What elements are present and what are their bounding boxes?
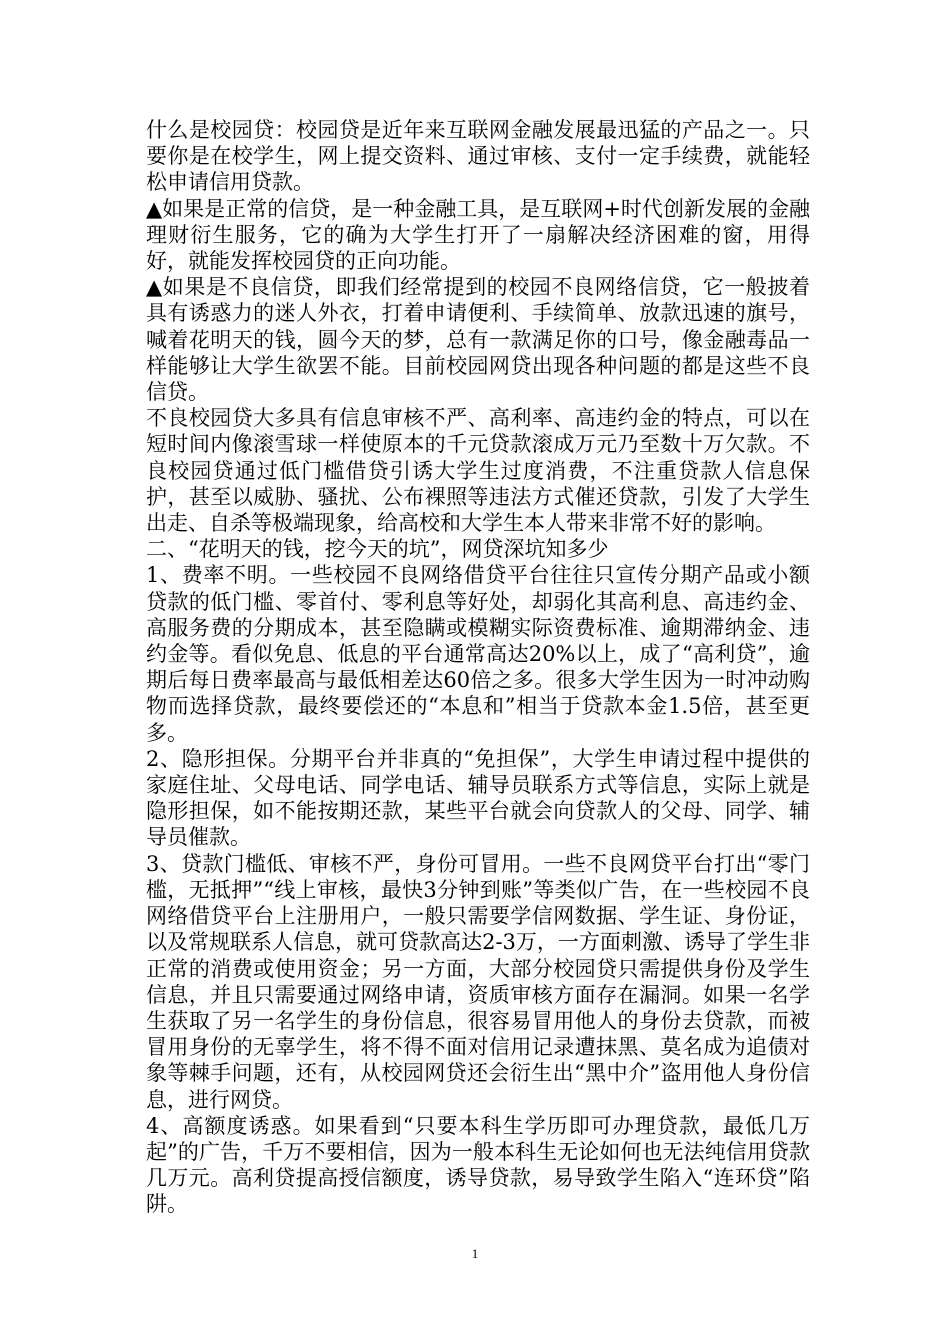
page-number: 1 <box>471 1246 479 1261</box>
document-body <box>146 117 810 1218</box>
paragraph-bad-credit: ▲如果是不良信贷，即我们经常提到的校园不良网络信贷，它一般披着具有诱惑力的迷人外衣，打着申请便利、手续简单、放款迅速的旗号，喊着花明天的钱，圆今天的梦，总有一款满足你的口号，像金融毒品一样能够让大学生欲罢不能。目前校园网贷出现各种问题的都是这些不良信贷。 <box>146 275 810 405</box>
paragraph-point-2: 2、隐形担保。分期平台并非真的“免担保”，大学生申请过程中提供的家庭住址、父母电话、同学电话、辅导员联系方式等信息，实际上就是隐形担保，如不能按期还款，某些平台就会向贷款人的父母、同学、辅导员催款。 <box>146 746 810 850</box>
section-heading: 二、“花明天的钱，挖今天的坑”，网贷深坑知多少 <box>146 537 609 562</box>
paragraph-point-3: 3、贷款门槛低、审核不严，身份可冒用。一些不良网贷平台打出“零门槛，无抵押”“线上审核，最快3分钟到账”等类似广告，在一些校园不良网络借贷平台上注册用户，一般只需要学信网数据、学生证、身份证，以及常规联系人信息，就可贷款高达2-3万，一方面刺激、诱导了学生非正常的消费或使用资金；另一方面，大部分校园贷只需提供身份及学生信息，并且只需要通过网络申请，资质审核方面存在漏洞。如果一名学生获取了另一名学生的身份信息，很容易冒用他人的身份去贷款，而被冒用身份的无辜学生，将不得不面对信用记录遭抹黑、莫名成为追债对象等棘手问题，还有，从校园网贷还会衍生出“黑中介”盗用他人身份信息，进行网贷。 <box>146 851 810 1112</box>
paragraph-point-1: 1、费率不明。一些校园不良网络借贷平台往往只宣传分期产品或小额贷款的低门槛、零首付、零利息等好处，却弱化其高利息、高违约金、高服务费的分期成本，甚至隐瞒或模糊实际资费标准、逾期滞纳金、违约金等。看似免息、低息的平台通常高达20%以上，成了“高利贷”，逾期后每日费率最高与最低相差达60倍之多。很多大学生因为一时冲动购物而选择贷款，最终要偿还的“本息和”相当于贷款本金1.5倍，甚至更多。 <box>146 563 810 745</box>
paragraph-point-4: 4、高额度诱惑。如果看到“只要本科生学历即可办理贷款，最低几万起”的广告，千万不要相信，因为一般本科生无论如何也无法纯信用贷款几万元。高利贷提高授信额度，诱导贷款，易导致学生陷入“连环贷”陷阱。 <box>146 1113 810 1217</box>
paragraph-bad-loan-traits: 不良校园贷大多具有信息审核不严、高利率、高违约金的特点，可以在短时间内像滚雪球一样使原本的千元贷款滚成万元乃至数十万欠款。不良校园贷通过低门槛借贷引诱大学生过度消费，不注重贷款人信息保护，甚至以威胁、骚扰、公布裸照等违法方式催还贷款，引发了大学生出走、自杀等极端现象，给高校和大学生本人带来非常不好的影响。 <box>146 406 810 536</box>
paragraph-intro: 什么是校园贷：校园贷是近年来互联网金融发展最迅猛的产品之一。只要你是在校学生，网上提交资料、通过审核、支付一定手续费，就能轻松申请信用贷款。 <box>146 118 810 195</box>
paragraph-normal-credit: ▲如果是正常的信贷，是一种金融工具，是互联网+时代创新发展的金融理财衍生服务，它的确为大学生打开了一扇解决经济困难的窗，用得好，就能发挥校园贷的正向功能。 <box>146 196 810 274</box>
